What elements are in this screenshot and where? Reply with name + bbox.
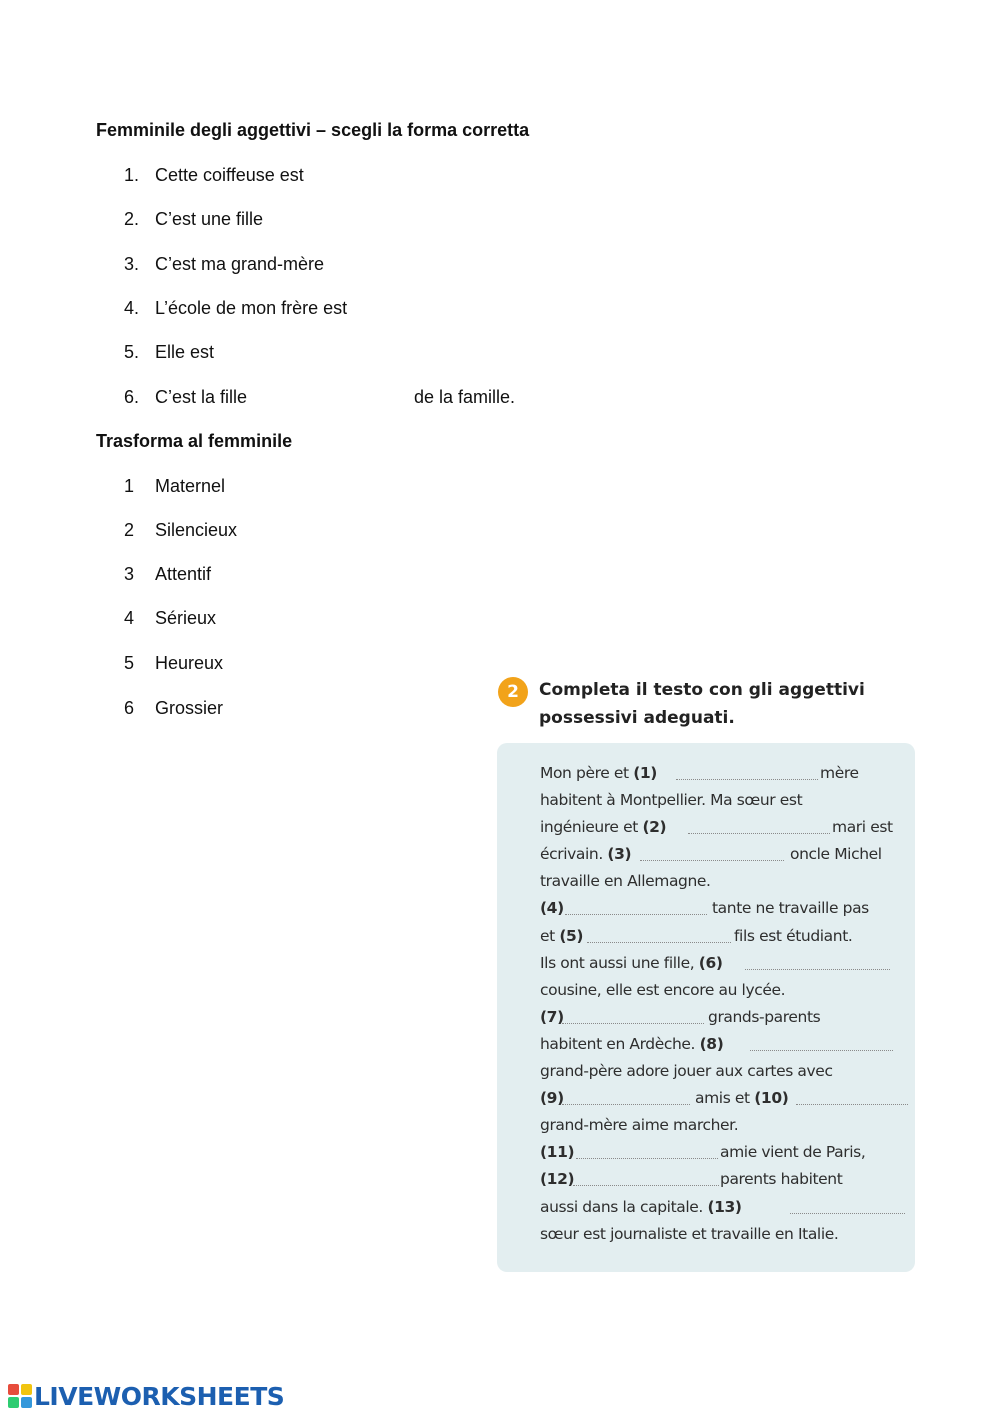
exercise-line-text: fils est étudiant. — [734, 926, 853, 945]
list-item: 3. C’est ma grand-mère — [124, 254, 325, 274]
answer-blank[interactable] — [676, 779, 818, 780]
blank-number: (11) — [540, 1143, 575, 1162]
exercise-line — [540, 977, 912, 1004]
list-item: 4 Sérieux — [124, 608, 217, 628]
section2-title: Trasforma al femminile — [96, 431, 293, 451]
exercise-line-text: amis et (10) — [695, 1089, 789, 1108]
blank-number: (6) — [698, 953, 723, 972]
exercise-line — [540, 1085, 912, 1112]
exercise-text-box — [497, 743, 915, 1272]
answer-blank[interactable] — [562, 1023, 704, 1024]
exercise-line-text: habitent en Ardèche. (8) — [540, 1034, 724, 1053]
answer-blank[interactable] — [640, 860, 784, 861]
list-item: 3 Attentif — [124, 564, 212, 584]
list-item-suffix: de la famille. — [414, 387, 516, 407]
exercise-text — [540, 760, 912, 1248]
blank-number: (3) — [607, 845, 632, 864]
blank-number: (10) — [754, 1089, 789, 1108]
exercise-line — [540, 1004, 912, 1031]
exercise-line-text: parents habitent — [720, 1170, 843, 1189]
exercise-line-text: travaille en Allemagne. — [540, 872, 711, 891]
blank-number: (9) — [540, 1089, 564, 1108]
exercise-line — [540, 895, 912, 922]
logo-icon — [8, 1384, 32, 1408]
list-item: 6 Grossier — [124, 698, 224, 718]
exercise-line — [540, 868, 912, 895]
list-item: 4. L’école de mon frère est — [124, 298, 348, 318]
blank-number: (12) — [540, 1170, 575, 1189]
blank-number: (5) — [559, 926, 584, 945]
list-item: 2. C’est une fille — [124, 209, 264, 229]
exercise-line-text: Ils ont aussi une fille, (6) — [540, 953, 723, 972]
answer-blank[interactable] — [587, 942, 731, 943]
exercise-line-text: aussi dans la capitale. (13) — [540, 1197, 742, 1216]
answer-blank[interactable] — [562, 1104, 690, 1105]
exercise-line-text — [540, 1166, 574, 1193]
exercise-header — [497, 668, 915, 742]
exercise-line-text — [540, 1139, 574, 1166]
exercise-line-text: oncle Michel — [790, 845, 882, 864]
exercise-line — [540, 1194, 912, 1221]
blank-number: (8) — [699, 1034, 724, 1053]
exercise-line-text: habitent à Montpellier. Ma sœur est — [540, 791, 803, 810]
list-item: 1 Maternel — [124, 476, 226, 496]
exercise-line-text — [540, 895, 564, 922]
exercise-line-text — [540, 1085, 564, 1112]
exercise-line — [540, 950, 912, 977]
logo-text: LIVEWORKSHEETS — [34, 1381, 285, 1411]
answer-blank[interactable] — [796, 1104, 908, 1105]
exercise-card — [497, 668, 915, 1272]
answer-blank[interactable] — [750, 1050, 893, 1051]
exercise-line — [540, 1112, 912, 1139]
exercise-line-text: Mon père et (1) — [540, 764, 657, 782]
list-item: 6. C’est la fille de la famille. — [124, 387, 516, 407]
exercise-line-text: cousine, elle est encore au lycée. — [540, 980, 786, 999]
exercise-line-text: amie vient de Paris, — [720, 1143, 866, 1162]
blank-number: (7) — [540, 1007, 564, 1026]
exercise-line-text — [540, 1004, 564, 1031]
exercise-line — [540, 841, 912, 868]
exercise-line-text: tante ne travaille pas — [712, 899, 869, 918]
exercise-line — [540, 760, 912, 787]
exercise-line-text: sœur est journaliste et travaille en Italie. — [540, 1224, 839, 1243]
exercise-line-text: grands-parents — [708, 1007, 821, 1026]
answer-blank[interactable] — [573, 1185, 719, 1186]
list-item: 2 Silencieux — [124, 520, 238, 540]
exercise-line — [540, 1058, 912, 1085]
answer-blank[interactable] — [745, 969, 890, 970]
exercise-line — [540, 1221, 912, 1248]
list-item: 5. Elle est — [124, 342, 215, 362]
exercise-title: Completa il testo con gli aggettivi possessivi adeguati. — [539, 680, 865, 728]
liveworksheets-logo — [8, 1380, 284, 1412]
exercise-line — [540, 923, 912, 950]
exercise-line — [540, 1031, 912, 1058]
answer-blank[interactable] — [565, 914, 707, 915]
exercise-line — [540, 1166, 912, 1193]
answer-blank[interactable] — [688, 833, 830, 834]
section1-title: Femminile degli aggettivi – scegli la forma corretta — [96, 120, 530, 140]
exercise-line-text: grand-père adore jouer aux cartes avec — [540, 1062, 833, 1081]
exercise-line — [540, 814, 912, 841]
exercise-line-text: grand-mère aime marcher. — [540, 1116, 739, 1135]
blank-number: (13) — [707, 1197, 742, 1216]
blank-number: (2) — [642, 818, 667, 837]
blank-number: (4) — [540, 899, 564, 918]
exercise-line-text: mère — [820, 764, 859, 782]
answer-blank[interactable] — [790, 1213, 905, 1214]
exercise-line — [540, 787, 912, 814]
exercise-number-badge: 2 — [498, 677, 528, 707]
exercise-line-text: et (5) — [540, 926, 584, 945]
exercise-line-text: mari est — [832, 818, 893, 837]
exercise-line-text: ingénieure et (2) — [540, 818, 667, 837]
list-item: 1. Cette coiffeuse est — [124, 165, 304, 185]
blank-number: (1) — [633, 764, 657, 782]
exercise-line-text: écrivain. (3) — [540, 845, 632, 864]
exercise-line — [540, 1139, 912, 1166]
list-item: 5 Heureux — [124, 653, 224, 673]
answer-blank[interactable] — [576, 1158, 718, 1159]
